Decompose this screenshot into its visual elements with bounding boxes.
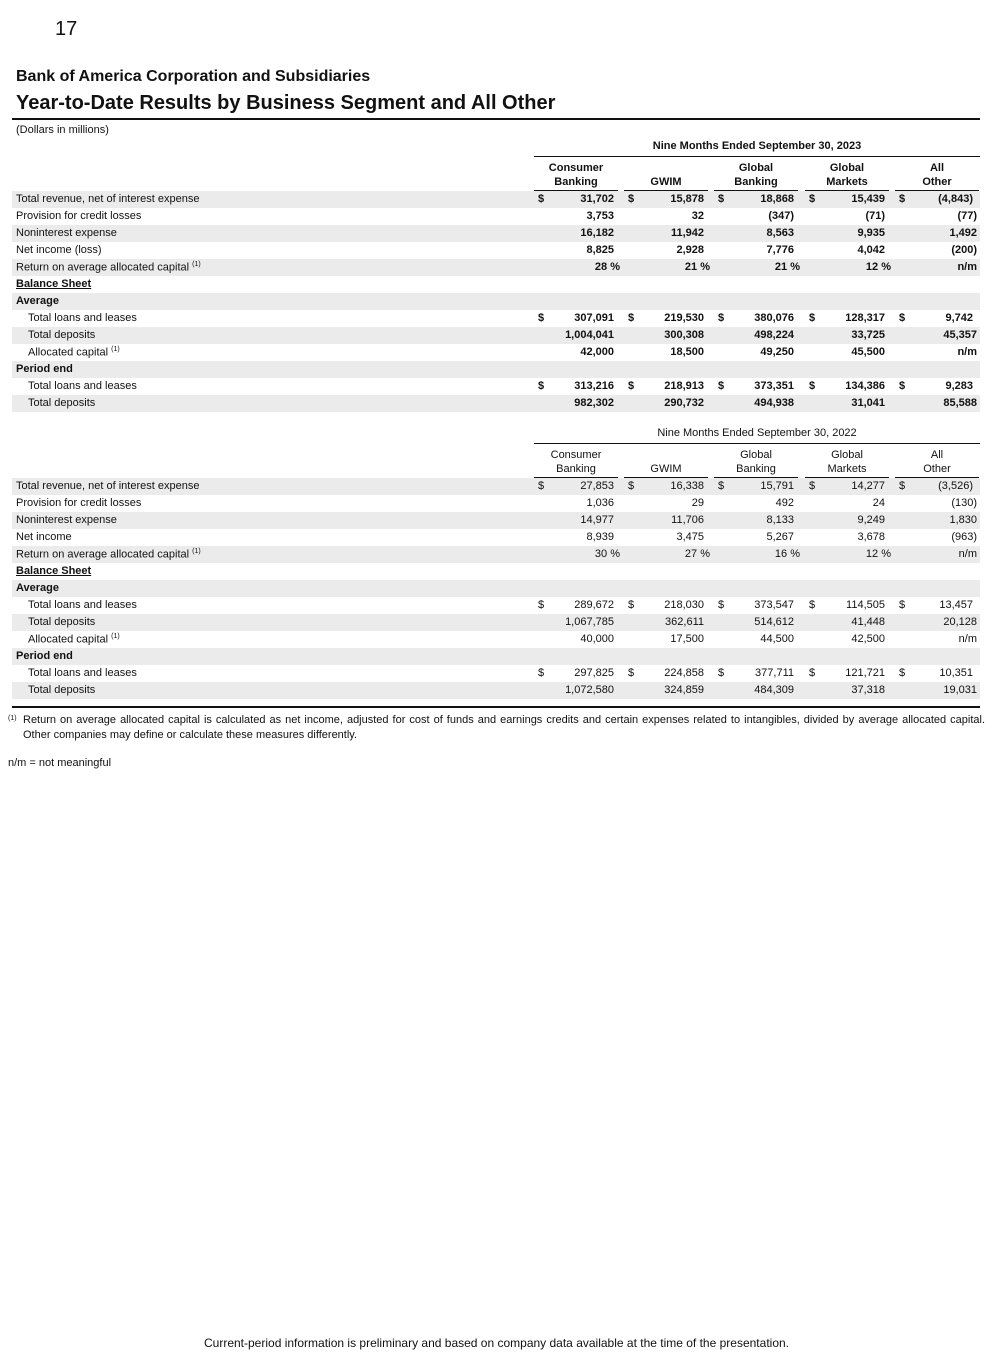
row-label-text: Balance Sheet <box>16 278 92 290</box>
row-label-text: Return on average allocated capital <box>16 548 190 561</box>
period-rule <box>534 443 980 444</box>
cell-value: 1,004,041 <box>565 329 614 341</box>
table-row <box>12 682 980 699</box>
cell-value: 37,318 <box>851 684 885 696</box>
cell-value: 300,308 <box>664 329 704 341</box>
row-label-text: Average <box>16 295 60 307</box>
table-row <box>12 276 980 293</box>
cell-value: (200) <box>951 244 977 256</box>
row-label <box>28 380 137 392</box>
column-header-line2: Markets <box>827 463 867 475</box>
cell-value: 32 <box>691 210 704 222</box>
column-header <box>626 448 706 476</box>
cell-value: 45,357 <box>943 329 977 341</box>
table-row <box>12 478 980 495</box>
row-label-text: Average <box>16 582 60 594</box>
row-label-text: Net income <box>16 531 72 543</box>
table-row <box>12 631 980 648</box>
table-row <box>12 529 980 546</box>
cell-value: 17,500 <box>670 633 704 645</box>
table-row <box>12 563 980 580</box>
row-label <box>16 295 59 307</box>
cell-value: 3,678 <box>857 531 885 543</box>
row-label-text: Net income (loss) <box>16 244 102 256</box>
column-header-line1 <box>626 448 706 462</box>
row-label <box>16 193 199 205</box>
cell-value: 8,939 <box>586 531 614 543</box>
row-label <box>16 582 59 594</box>
period-rule <box>534 156 980 157</box>
footnote-ref: (1) <box>111 346 120 353</box>
column-header <box>807 448 887 476</box>
row-label <box>16 261 201 274</box>
cell-value: 121,721 <box>845 667 885 679</box>
currency-symbol: $ <box>538 193 545 205</box>
column-header <box>897 448 977 476</box>
cell-value: 498,224 <box>754 329 794 341</box>
report-title: Year-to-Date Results by Business Segment and All Other <box>16 92 556 114</box>
cell-value: n/m <box>958 548 977 560</box>
cell-value: 11,942 <box>670 227 704 239</box>
currency-symbol: $ <box>809 193 816 205</box>
cell-value: 15,439 <box>851 193 885 205</box>
cell-value: 218,913 <box>664 380 704 392</box>
currency-symbol: $ <box>899 312 906 324</box>
period-header: Nine Months Ended September 30, 2022 <box>657 427 857 439</box>
company-name: Bank of America Corporation and Subsidiaries <box>16 68 371 85</box>
currency-symbol: $ <box>538 480 545 492</box>
currency-symbol: $ <box>899 380 906 392</box>
column-header-line1: Global <box>738 162 774 174</box>
currency-symbol: $ <box>899 599 906 611</box>
row-label-text: Allocated capital <box>28 633 109 646</box>
cell-value: 1,830 <box>949 514 977 526</box>
footnote-ref: (1) <box>192 548 201 555</box>
currency-symbol: $ <box>628 667 635 679</box>
table-row <box>12 259 980 276</box>
cell-value: 9,249 <box>857 514 885 526</box>
row-label <box>28 684 95 696</box>
cell-value: 42,500 <box>851 633 885 645</box>
currency-symbol: $ <box>538 312 545 324</box>
table-row <box>12 208 980 225</box>
disclaimer: Current-period information is preliminary and based on company data available at the time of the presentation. <box>204 1336 789 1350</box>
title-rule <box>12 118 980 120</box>
column-header-line2: Markets <box>826 176 868 188</box>
cell-value: 219,530 <box>664 312 704 324</box>
table-row <box>12 310 980 327</box>
footnote-ref: (1) <box>192 261 201 268</box>
currency-symbol: $ <box>718 599 725 611</box>
row-label-text: Return on average allocated capital <box>16 261 190 274</box>
currency-symbol: $ <box>718 193 725 205</box>
cell-value: 9,935 <box>857 227 885 239</box>
table-row <box>12 614 980 631</box>
cell-value: 14,977 <box>580 514 614 526</box>
cell-value: 373,351 <box>754 380 794 392</box>
row-label <box>28 616 95 628</box>
currency-symbol: $ <box>628 312 635 324</box>
cell-value: 1,036 <box>586 497 614 509</box>
currency-symbol: $ <box>628 480 635 492</box>
row-label <box>28 346 120 359</box>
column-header-line1: Consumer <box>548 162 604 174</box>
row-label <box>28 599 137 611</box>
cell-value: n/m <box>957 346 977 358</box>
footnote-mark: (1) <box>8 715 17 722</box>
cell-value: 2,928 <box>676 244 704 256</box>
cell-value: 218,030 <box>664 599 704 611</box>
row-label-text: Total deposits <box>28 616 96 628</box>
row-label <box>16 278 91 290</box>
cell-value: (3,526) <box>938 480 973 492</box>
currency-symbol: $ <box>809 480 816 492</box>
table-row <box>12 648 980 665</box>
cell-value: 16 % <box>774 548 800 560</box>
column-header-line2: Banking <box>734 176 778 188</box>
cell-value: 14,277 <box>851 480 885 492</box>
cell-value: 1,492 <box>949 227 977 239</box>
cell-value: 514,612 <box>754 616 794 628</box>
column-header <box>807 161 887 189</box>
column-header-line1: All <box>929 162 945 174</box>
row-label-text: Total loans and leases <box>28 312 137 324</box>
cell-value: 7,776 <box>766 244 794 256</box>
currency-symbol: $ <box>809 599 816 611</box>
row-label-text: Total loans and leases <box>28 667 137 679</box>
page-number: 17 <box>55 18 78 40</box>
row-label-text: Provision for credit losses <box>16 497 142 509</box>
cell-value: 134,386 <box>845 380 885 392</box>
column-header-line1: All <box>930 449 944 461</box>
table-row <box>12 378 980 395</box>
row-label <box>28 667 137 679</box>
row-label-text: Noninterest expense <box>16 227 117 239</box>
column-header-line1: Consumer <box>550 449 602 461</box>
cell-value: 15,878 <box>670 193 704 205</box>
row-label-text: Period end <box>16 650 73 662</box>
cell-value: 11,706 <box>671 514 704 526</box>
nm-note: n/m = not meaningful <box>8 757 112 769</box>
row-label <box>16 531 72 543</box>
currency-symbol: $ <box>718 480 725 492</box>
cell-value: 44,500 <box>760 633 794 645</box>
cell-value: 3,753 <box>586 210 614 222</box>
cell-value: 20,128 <box>943 616 977 628</box>
row-label <box>16 497 141 509</box>
cell-value: 12 % <box>865 548 891 560</box>
cell-value: 29 <box>691 497 704 509</box>
table-row <box>12 597 980 614</box>
cell-value: 4,042 <box>857 244 885 256</box>
cell-value: 8,133 <box>766 514 794 526</box>
units-note: (Dollars in millions) <box>16 124 109 136</box>
cell-value: 18,500 <box>670 346 704 358</box>
cell-value: 16,182 <box>580 227 614 239</box>
cell-value: 290,732 <box>664 397 704 409</box>
cell-value: 28 % <box>594 261 620 273</box>
table-row <box>12 361 980 378</box>
row-label <box>16 548 201 561</box>
cell-value: 31,702 <box>580 193 614 205</box>
cell-value: 128,317 <box>845 312 885 324</box>
cell-value: 313,216 <box>574 380 614 392</box>
currency-symbol: $ <box>899 480 906 492</box>
cell-value: 362,611 <box>665 616 704 628</box>
row-label <box>16 514 117 526</box>
table-bottom-rule <box>12 706 980 708</box>
footnote <box>8 713 985 743</box>
cell-value: 30 % <box>594 548 620 560</box>
cell-value: 289,672 <box>574 599 614 611</box>
cell-value: n/m <box>957 261 977 273</box>
cell-value: 13,457 <box>939 599 973 611</box>
cell-value: 3,475 <box>676 531 704 543</box>
row-label <box>16 480 199 492</box>
column-header-line2: Banking <box>554 176 598 188</box>
currency-symbol: $ <box>718 667 725 679</box>
cell-value: 85,588 <box>943 397 977 409</box>
cell-value: 8,825 <box>586 244 614 256</box>
cell-value: 5,267 <box>766 531 794 543</box>
footnote-ref: (1) <box>111 633 120 640</box>
cell-value: (347) <box>768 210 794 222</box>
column-header <box>716 448 796 476</box>
cell-value: 19,031 <box>943 684 977 696</box>
cell-value: 49,250 <box>760 346 794 358</box>
cell-value: 24 <box>872 497 885 509</box>
cell-value: 10,351 <box>939 667 973 679</box>
cell-value: 307,091 <box>574 312 614 324</box>
table-row <box>12 327 980 344</box>
cell-value: 21 % <box>774 261 800 273</box>
cell-value: 31,041 <box>851 397 885 409</box>
cell-value: 492 <box>775 497 794 509</box>
table-row <box>12 242 980 259</box>
cell-value: (77) <box>957 210 977 222</box>
cell-value: 297,825 <box>574 667 614 679</box>
currency-symbol: $ <box>538 599 545 611</box>
row-label-text: Balance Sheet <box>16 565 92 577</box>
cell-value: 21 % <box>684 261 710 273</box>
cell-value: 42,000 <box>580 346 614 358</box>
cell-value: 12 % <box>865 261 891 273</box>
table-row <box>12 512 980 529</box>
row-label <box>16 650 73 662</box>
currency-symbol: $ <box>899 193 906 205</box>
row-label <box>28 633 120 646</box>
currency-symbol: $ <box>718 380 725 392</box>
column-header-line2: Banking <box>556 463 596 475</box>
currency-symbol: $ <box>718 312 725 324</box>
column-header-line2: Banking <box>736 463 776 475</box>
column-header <box>897 161 977 189</box>
cell-value: n/m <box>958 633 977 645</box>
cell-value: 380,076 <box>754 312 794 324</box>
row-label <box>16 210 141 222</box>
cell-value: 8,563 <box>766 227 794 239</box>
row-label <box>16 244 102 256</box>
table-row <box>12 665 980 682</box>
row-label-text: Total deposits <box>28 329 96 341</box>
footnote-text: Return on average allocated capital is calculated as net income, adjusted for cost of funds and earnings credits and certain expenses related to intangibles, divided by average allocated capital. Other companies may define or calculate these measures differently. <box>23 714 985 741</box>
cell-value: 27 % <box>684 548 710 560</box>
cell-value: (130) <box>951 497 977 509</box>
cell-value: 9,742 <box>945 312 973 324</box>
cell-value: 27,853 <box>580 480 614 492</box>
column-header-line2: Other <box>923 463 951 475</box>
row-label <box>28 312 137 324</box>
currency-symbol: $ <box>809 667 816 679</box>
cell-value: 484,309 <box>754 684 794 696</box>
row-label-text: Total deposits <box>28 684 96 696</box>
cell-value: 377,711 <box>755 667 794 679</box>
column-header-line2: GWIM <box>650 176 682 188</box>
column-header-line2: Other <box>922 176 952 188</box>
table-row <box>12 546 980 563</box>
period-header: Nine Months Ended September 30, 2023 <box>652 140 862 152</box>
table-row <box>12 191 980 208</box>
table-row <box>12 395 980 412</box>
column-header-line1 <box>626 161 706 175</box>
column-header <box>536 448 616 476</box>
column-header <box>716 161 796 189</box>
cell-value: (4,843) <box>938 193 973 205</box>
column-header <box>626 161 706 189</box>
row-label <box>16 227 117 239</box>
cell-value: 16,338 <box>670 480 704 492</box>
cell-value: 324,859 <box>664 684 704 696</box>
cell-value: 40,000 <box>580 633 614 645</box>
column-header <box>536 161 616 189</box>
currency-symbol: $ <box>628 599 635 611</box>
cell-value: 15,791 <box>760 480 794 492</box>
row-label-text: Noninterest expense <box>16 514 117 526</box>
currency-symbol: $ <box>538 380 545 392</box>
currency-symbol: $ <box>899 667 906 679</box>
row-label-text: Period end <box>16 363 73 375</box>
cell-value: 1,072,580 <box>565 684 614 696</box>
row-label-text: Provision for credit losses <box>16 210 142 222</box>
table-row <box>12 293 980 310</box>
currency-symbol: $ <box>628 380 635 392</box>
cell-value: 373,547 <box>754 599 794 611</box>
cell-value: 41,448 <box>851 616 885 628</box>
row-label <box>28 329 95 341</box>
currency-symbol: $ <box>809 312 816 324</box>
row-label-text: Total revenue, net of interest expense <box>16 193 200 205</box>
currency-symbol: $ <box>809 380 816 392</box>
row-label-text: Total deposits <box>28 397 96 409</box>
cell-value: 224,858 <box>664 667 704 679</box>
row-label-text: Total loans and leases <box>28 380 137 392</box>
cell-value: 114,505 <box>846 599 885 611</box>
cell-value: 18,868 <box>760 193 794 205</box>
table-row <box>12 495 980 512</box>
row-label-text: Allocated capital <box>28 346 109 359</box>
currency-symbol: $ <box>628 193 635 205</box>
column-header-line1: Global <box>831 449 863 461</box>
table-row <box>12 580 980 597</box>
cell-value: 1,067,785 <box>565 616 614 628</box>
column-header-line1: Global <box>740 449 772 461</box>
cell-value: 982,302 <box>574 397 614 409</box>
row-label-text: Total loans and leases <box>28 599 137 611</box>
cell-value: 33,725 <box>851 329 885 341</box>
currency-symbol: $ <box>538 667 545 679</box>
column-header-line2: GWIM <box>650 463 682 475</box>
cell-value: (963) <box>951 531 977 543</box>
row-label <box>28 397 95 409</box>
table-row <box>12 344 980 361</box>
column-header-line1: Global <box>829 162 865 174</box>
row-label <box>16 363 73 375</box>
cell-value: 494,938 <box>754 397 794 409</box>
row-label <box>16 565 91 577</box>
cell-value: 9,283 <box>945 380 973 392</box>
table-row <box>12 225 980 242</box>
cell-value: (71) <box>865 210 885 222</box>
row-label-text: Total revenue, net of interest expense <box>16 480 200 492</box>
cell-value: 45,500 <box>851 346 885 358</box>
